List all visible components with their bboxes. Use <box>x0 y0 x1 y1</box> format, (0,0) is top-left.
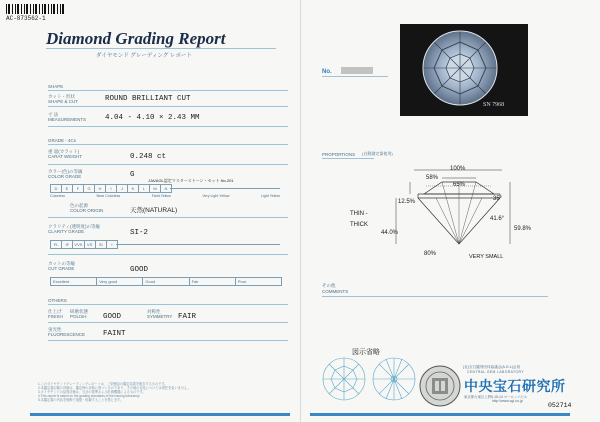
proportions-rule <box>322 158 374 159</box>
polish-label-en: POLISH <box>70 314 87 319</box>
number-rule <box>322 76 388 77</box>
footnotes <box>38 382 288 402</box>
cut-poor: Poor <box>237 279 247 284</box>
color-scale-k: K <box>128 185 139 192</box>
shape-label-jp: カット・形状 <box>48 94 75 99</box>
left-bottom-bar <box>30 413 290 416</box>
color-scale-tail <box>170 188 280 189</box>
cut-label-jp: カットの等級 <box>48 261 75 266</box>
color-gauge-labels <box>50 194 280 198</box>
clarity-i: I <box>111 242 113 247</box>
origin-row-rule <box>48 217 288 218</box>
lab-address: 東京都台東区上野5-15-14 ヨーロッパビル <box>464 395 528 399</box>
clarity-plot <box>320 355 420 407</box>
footnote-2: 2.本鑑定書記載の評価は、鑑定時の状態に基づくものであり、その後の変化については責任を負いません。 <box>38 386 191 390</box>
measure-label-en: MEASUREMENTS <box>48 117 87 122</box>
finish-row-rule <box>48 322 288 323</box>
prop-diameter: 100% <box>450 166 466 172</box>
color-scale-m: M <box>150 185 161 192</box>
symmetry-value: FAIR <box>178 313 197 321</box>
polish-value: GOOD <box>103 313 122 321</box>
carat-value: 0.248 ct <box>130 153 167 161</box>
cut-label-en: CUT GRADE <box>48 266 75 271</box>
prop-crown-height: 12.5% <box>398 199 416 205</box>
fluor-row-rule <box>48 340 288 341</box>
barcode <box>6 4 66 14</box>
grade-section-label: GRADE - 4Cs <box>48 138 77 143</box>
symmetry-label-en: SYMMETRY <box>147 314 173 319</box>
measure-label-jp: 寸 法 <box>48 112 59 117</box>
report-title: Diamond Grading Report <box>46 29 226 48</box>
proportions-label: PROPORTIONS <box>322 152 356 157</box>
clarity-scale <box>50 240 118 249</box>
shape-value: ROUND BRILLIANT CUT <box>105 95 191 103</box>
lab-web: http://www.cgl.co.jp <box>492 399 523 403</box>
prop-lower-half: 80% <box>424 251 437 257</box>
fluor-label-jp: 蛍光性 <box>48 327 62 332</box>
lab-assoc: (社)宝石鑑別団体協議会(A.G.L)会員 <box>463 365 521 369</box>
color-label-jp: カラー(色)の等級 <box>48 169 83 174</box>
shape-section-label: SHAPE <box>48 84 64 89</box>
prop-total-depth: 59.8% <box>514 226 532 232</box>
shape-row-rule <box>48 106 288 107</box>
clarity-vvs: VVS <box>73 241 84 248</box>
cert-id: AC-873562-1 <box>6 15 46 22</box>
cut-scale <box>50 277 282 286</box>
color-scale-d: D <box>51 185 62 192</box>
center-fold <box>300 0 301 422</box>
title-rule <box>46 48 276 49</box>
right-bottom-bar <box>310 413 570 416</box>
serial-number: 052714 <box>548 402 572 409</box>
color-scale-e: E <box>62 185 73 192</box>
lab-name-jp: 中央宝石研究所 <box>464 378 566 394</box>
polish-label-jp: 研磨状態 <box>70 309 88 314</box>
prop-pavilion-depth: 44.0% <box>381 230 399 236</box>
carat-label-jp: 重 量(カラット) <box>48 149 80 154</box>
plot-label: 図示省略 <box>352 349 380 356</box>
shape-label-en: SHAPE & CUT <box>48 99 79 104</box>
color-scale <box>50 184 172 193</box>
footnote-4: 4.This report is based on the grading standards of the issuing laboratory. <box>38 394 141 398</box>
others-section-label: OTHERS <box>48 298 67 303</box>
gauge-near-colorless: Near Colorless <box>96 194 121 198</box>
color-scale-n: N <box>164 186 168 191</box>
prop-crown-angle: 35° <box>493 196 503 202</box>
clarity-vs: VS <box>85 241 96 248</box>
cut-fair: Fair <box>190 278 236 285</box>
prop-table: 58% <box>426 175 439 181</box>
others-rule <box>48 304 288 305</box>
shape-rule <box>48 90 288 91</box>
clarity-row-rule <box>48 254 288 255</box>
prop-star: 65% <box>453 182 466 188</box>
color-scale-i: I <box>106 185 117 192</box>
color-master-note: JJA/AGL認定マスターストーン・セット No.201 <box>148 178 234 183</box>
color-scale-j: J <box>117 185 128 192</box>
color-label-en: COLOR GRADE <box>48 174 82 179</box>
measure-value: 4.04 - 4.10 × 2.43 MM <box>105 114 200 122</box>
clarity-scale-tail <box>116 244 280 245</box>
color-value: G <box>130 171 135 179</box>
clarity-label-jp: クラリティ(透明度)の等級 <box>48 224 101 229</box>
cut-excellent: Excellent <box>51 278 97 285</box>
gauge-faint-yellow: Faint Yellow <box>151 194 171 198</box>
comments-label-jp: その他 <box>322 283 336 288</box>
diamond-photo <box>400 24 528 116</box>
prop-pavilion-angle: 41.6° <box>490 216 505 222</box>
color-scale-l: L <box>139 185 150 192</box>
color-scale-f: F <box>73 185 84 192</box>
number-label: No. <box>322 69 332 75</box>
fluor-label-en: FLUORESCENCE <box>48 332 86 337</box>
color-scale-g: G <box>84 185 95 192</box>
footnote-1: 1.このダイヤモンドグレーディングレポートは、ご依頼品の鑑定結果を報告するものです。 <box>38 382 168 386</box>
origin-label-jp: 色の起源 <box>70 203 88 208</box>
comments-rule <box>322 296 548 297</box>
gauge-very-light-yellow: Very Light Yellow <box>202 194 230 198</box>
clarity-label-en: CLARITY GRADE <box>48 229 85 234</box>
fluor-value: FAINT <box>103 330 126 338</box>
prop-culet: VERY SMALL <box>469 254 504 260</box>
prop-girdle: THIN - THICK <box>350 211 368 228</box>
lab-name-en: CENTRAL GEM LABORATORY <box>467 370 524 374</box>
cut-good: Good <box>143 278 189 285</box>
lab-seal-icon <box>418 364 462 408</box>
cut-very-good: Very good <box>97 278 143 285</box>
comments-label-en: COMMENTS <box>322 289 349 294</box>
clarity-fl: FL <box>51 241 62 248</box>
footnote-3: 3.ダイヤモンドの品質評価は、当社の基準および計測機器によるものです。 <box>38 390 146 394</box>
clarity-if: IF <box>62 241 73 248</box>
symmetry-label-jp: 対称性 <box>147 309 161 314</box>
diamond-photo-icon <box>400 24 528 116</box>
origin-value: 天然(NATURAL) <box>130 207 178 214</box>
origin-label-en: COLOR ORIGIN <box>70 208 104 213</box>
carat-row-rule <box>48 164 288 165</box>
finish-label-en: FINISH <box>48 314 63 319</box>
measure-row-rule <box>48 126 288 127</box>
footnote-5: 5.本鑑定書の内容を無断で複製・転載することを禁じます。 <box>38 398 124 402</box>
finish-label-jp: 仕上げ <box>48 309 62 314</box>
grade-rule <box>48 144 288 145</box>
gauge-colorless: Colorless <box>50 194 65 198</box>
proportions-note: (自動測定器使用) <box>362 151 393 156</box>
carat-label-en: CARAT WEIGHT <box>48 154 83 159</box>
color-scale-h: H <box>95 185 106 192</box>
gauge-light-yellow: Light Yellow <box>261 194 280 198</box>
cut-value: GOOD <box>130 266 149 274</box>
photo-sn: SN 7968 <box>483 102 505 108</box>
number-redacted <box>341 67 373 74</box>
report-title-jp: ダイヤモンド グレーディング レポート <box>96 53 192 59</box>
clarity-si: SI <box>96 241 107 248</box>
clarity-value: SI-2 <box>130 229 149 237</box>
